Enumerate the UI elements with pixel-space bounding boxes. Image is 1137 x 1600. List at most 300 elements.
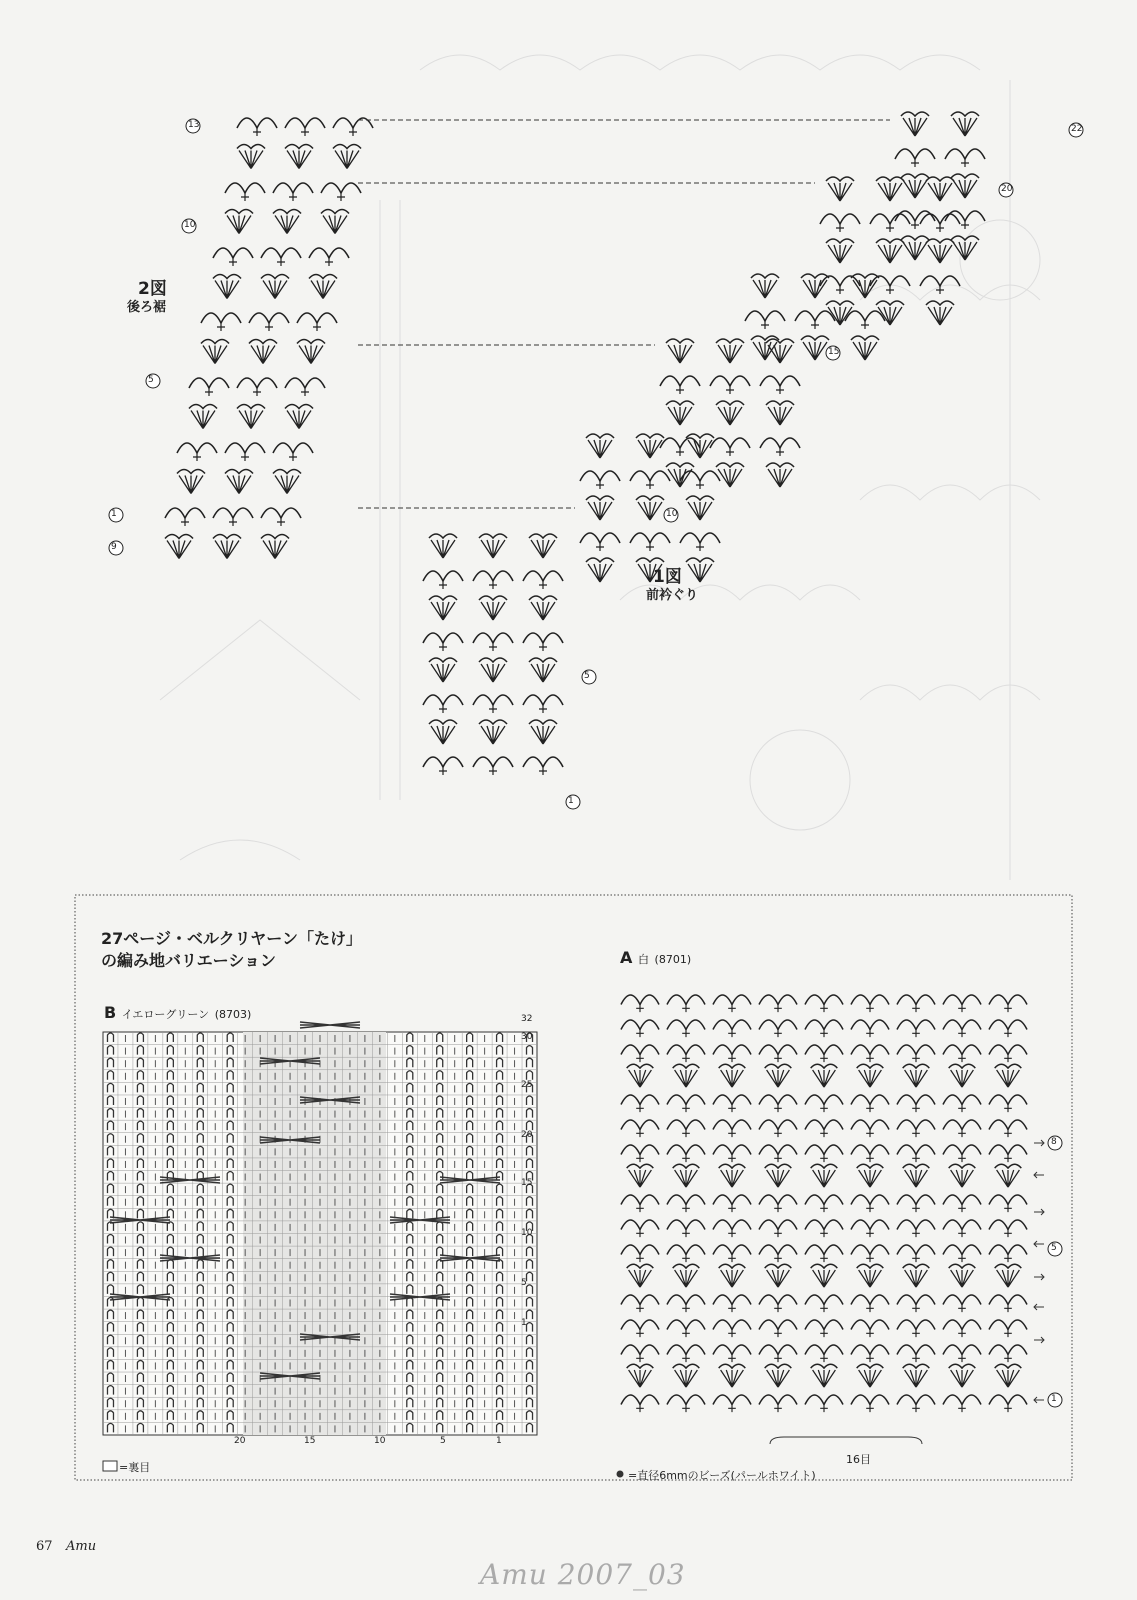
chart-a-width-label: 16目: [846, 1453, 871, 1466]
chart-a-stitch: [943, 1095, 981, 1112]
chart-a-stitch: [667, 1245, 705, 1262]
chart-a-stitch: [995, 1164, 1022, 1187]
chart-a-stitch: [943, 995, 981, 1012]
chart-a-stitch: [765, 1164, 792, 1187]
chart-a-stitch: [851, 1120, 889, 1137]
figure2-row-marker-label: 1: [111, 509, 117, 519]
chart-a-stitch: [851, 1245, 889, 1262]
chart-a-stitch: [857, 1364, 884, 1387]
chart-a-stitch: [719, 1264, 746, 1287]
figure2-stitch: [285, 145, 313, 169]
chart-a-stitch: [857, 1064, 884, 1087]
chart-a-stitch: [857, 1264, 884, 1287]
figure1-stitch: [951, 236, 979, 260]
figure1-stitch: [479, 658, 507, 682]
chart-a-stitch: [851, 1095, 889, 1112]
figure1-stitch: [820, 276, 860, 294]
figure1-stitch: [479, 596, 507, 620]
figure1-stitch: [666, 339, 694, 363]
figure2-subtitle: 後ろ裾: [127, 300, 167, 315]
figure1-stitch: [710, 376, 750, 394]
chart-a-stitch: [805, 1345, 843, 1362]
chart-b-col-number: 1: [496, 1436, 502, 1446]
chart-a-stitch: [943, 1245, 981, 1262]
chart-a-stitch: [995, 1064, 1022, 1087]
figure1-stitch: [523, 633, 563, 651]
figure1-stitch: [680, 533, 720, 551]
chart-a-stitch: [713, 995, 751, 1012]
chart-a-stitch: [989, 1120, 1027, 1137]
chart-a-stitch: [713, 1345, 751, 1362]
chart-b-row-number: 20: [521, 1130, 533, 1140]
figure2-stitch: [273, 183, 313, 201]
chart-a-stitch: [897, 1095, 935, 1112]
chart-a-row-marker-label: 5: [1051, 1243, 1057, 1253]
chart-a-stitch: [989, 995, 1027, 1012]
chart-a-stitch: [667, 995, 705, 1012]
figure1-stitch: [523, 695, 563, 713]
figure2-stitch: [237, 405, 265, 429]
chart-a-stitch: [713, 1020, 751, 1037]
chart-a-stitch: [851, 1195, 889, 1212]
figure2-stitch: [261, 275, 289, 299]
figure1-stitch: [901, 174, 929, 198]
chart-a-stitch: [713, 1045, 751, 1062]
chart-a-stitch: [759, 1045, 797, 1062]
figure2-stitch: [249, 313, 289, 331]
chart-a-stitch: [667, 1095, 705, 1112]
page-number: 67: [36, 1539, 53, 1554]
figure1-stitch: [473, 695, 513, 713]
figure1-stitch: [473, 633, 513, 651]
chart-a-arrows: [1034, 1136, 1062, 1407]
watermark: Amu 2007_03: [480, 1558, 686, 1591]
chart-a-stitch: [759, 1395, 797, 1412]
chart-a-stitch: [673, 1264, 700, 1287]
chart-a-stitch: [897, 1195, 935, 1212]
chart-a-stitch: [989, 1195, 1027, 1212]
chart-a-stitch: [897, 1245, 935, 1262]
figure2-stitch: [189, 405, 217, 429]
chart-a-stitch: [805, 1195, 843, 1212]
chart-a-stitch: [949, 1264, 976, 1287]
chart-a-stitch: [943, 1220, 981, 1237]
figure2-stitch: [237, 118, 277, 136]
figure1-stitch: [876, 239, 904, 263]
figure1-stitch: [429, 720, 457, 744]
figure1-stitch: [423, 633, 463, 651]
figure1-stitch: [686, 496, 714, 520]
chart-a-stitch: [989, 1295, 1027, 1312]
figure1-stitch: [636, 434, 664, 458]
figure2-stitch: [297, 340, 325, 364]
chart-a-stitch: [897, 1395, 935, 1412]
figure1-stitch: [870, 214, 910, 232]
chart-a-stitch: [621, 1195, 659, 1212]
variation-heading: [101, 928, 362, 972]
chart-a-stitch: [857, 1164, 884, 1187]
chart-a-stitch: [943, 1395, 981, 1412]
figure1-stitch: [745, 311, 785, 329]
chart-a-stitch: [805, 1145, 843, 1162]
chart-b-col-number: 5: [440, 1436, 446, 1446]
chart-a-color-code: (8701): [654, 953, 692, 966]
figure2-stitch: [321, 210, 349, 234]
figure2-stitch: [273, 470, 301, 494]
chart-a-row-marker-label: 1: [1051, 1394, 1057, 1404]
figure2-chart: [165, 118, 890, 559]
chart-b-cable-cross: [300, 1022, 360, 1028]
figure2-stitch: [213, 275, 241, 299]
chart-b-color-name: イエローグリーン: [121, 1008, 210, 1021]
figure2-title: 2図: [138, 279, 167, 299]
chart-a-stitch: [759, 1145, 797, 1162]
chart-a-stitch: [805, 1220, 843, 1237]
figure2-stitch: [285, 405, 313, 429]
chart-a-stitch: [673, 1164, 700, 1187]
chart-b-row-number: 1: [521, 1318, 527, 1328]
purl-legend-text: =裏目: [119, 1461, 151, 1474]
chart-a-stitch: [759, 1345, 797, 1362]
figure1-stitch: [429, 658, 457, 682]
chart-a-stitch: [811, 1064, 838, 1087]
chart-a-stitch: [903, 1264, 930, 1287]
figure2-row-marker-label: 13: [188, 120, 200, 130]
chart-a-stitch: [805, 1045, 843, 1062]
chart-a-stitch: [627, 1364, 654, 1387]
figure2-stitch: [237, 145, 265, 169]
figure1-stitch: [529, 720, 557, 744]
chart-a-stitch: [897, 1045, 935, 1062]
chart-a-stitch: [943, 1020, 981, 1037]
chart-a-stitch: [621, 1345, 659, 1362]
figure1-stitch: [760, 438, 800, 456]
figure1-stitch: [666, 401, 694, 425]
figure2-stitch: [261, 248, 301, 266]
chart-a-stitch: [719, 1364, 746, 1387]
chart-b-row-number: 32: [521, 1014, 533, 1024]
chart-a-stitch: [621, 1395, 659, 1412]
chart-a-stitch: [851, 1220, 889, 1237]
figure1-stitch: [529, 534, 557, 558]
chart-a-stitch: [851, 1045, 889, 1062]
chart-a-stitch: [621, 1220, 659, 1237]
figure1-stitch: [660, 376, 700, 394]
figure1-stitch: [766, 463, 794, 487]
bead-note: =直径6mmのビーズ(パールホワイト): [628, 1469, 816, 1482]
chart-a-stitch: [943, 1120, 981, 1137]
variation-heading-line2: の編み地バリエーション: [101, 951, 277, 970]
chart-a-stitch: [719, 1064, 746, 1087]
figure1-row-marker-label: 15: [828, 347, 840, 357]
figure1-stitch: [951, 112, 979, 136]
chart-a-stitch: [667, 1220, 705, 1237]
chart-a-stitch: [811, 1264, 838, 1287]
chart-a-letter: A: [620, 948, 633, 967]
figure2-stitch: [225, 183, 265, 201]
figure2-stitch: [213, 508, 253, 526]
chart-a-stitch: [667, 1295, 705, 1312]
bead-symbol: [617, 1471, 624, 1478]
chart-a-stitch: [805, 1020, 843, 1037]
chart-a-stitch: [943, 1195, 981, 1212]
chart-a-stitch: [759, 1095, 797, 1112]
chart-a-stitch: [989, 1220, 1027, 1237]
figure2-stitch: [225, 443, 265, 461]
chart-a-row-direction-arrow: [1034, 1274, 1044, 1280]
chart-a-stitch: [673, 1064, 700, 1087]
figure2-stitch: [273, 443, 313, 461]
figure1-stitch: [429, 596, 457, 620]
figure1-stitch: [529, 596, 557, 620]
chart-b-row-number: 25: [521, 1080, 533, 1090]
chart-a-stitch: [995, 1264, 1022, 1287]
bleed-through-background: [160, 55, 1040, 880]
purl-legend-box: [103, 1461, 117, 1471]
figure2-stitch: [273, 210, 301, 234]
figure1-stitch: [523, 571, 563, 589]
chart-a-stitch: [713, 1320, 751, 1337]
chart-b-row-number: 5: [521, 1278, 527, 1288]
figure2-row-marker-label: 9: [111, 542, 117, 552]
chart-a-stitch: [759, 1220, 797, 1237]
chart-a-row-direction-arrow: [1034, 1140, 1044, 1146]
chart-a-stitch: [765, 1064, 792, 1087]
figure1-stitch: [423, 695, 463, 713]
figure1-stitch: [876, 177, 904, 201]
chart-a-stitch: [673, 1364, 700, 1387]
figure2-stitch: [333, 118, 373, 136]
chart-a-stitch: [943, 1145, 981, 1162]
figure1-stitch: [851, 336, 879, 360]
chart-a-row-direction-arrow: [1034, 1172, 1044, 1178]
figure2-stitch: [213, 535, 241, 559]
chart-a-stitch: [713, 1095, 751, 1112]
chart-a-stitch: [713, 1295, 751, 1312]
chart-a-stitch: [989, 1145, 1027, 1162]
chart-a-stitch: [667, 1045, 705, 1062]
figure1-stitch: [795, 311, 835, 329]
chart-a-stitch: [759, 1245, 797, 1262]
figure2-stitch: [213, 248, 253, 266]
chart-a-stitch: [943, 1320, 981, 1337]
chart-a-stitch: [621, 995, 659, 1012]
row-markers: [109, 119, 1083, 809]
chart-a-stitch: [621, 1120, 659, 1137]
chart-a-stitch: [621, 1145, 659, 1162]
chart-b-label: [104, 1003, 251, 1022]
chart-a-stitch: [759, 1320, 797, 1337]
chart-a-stitch: [989, 1045, 1027, 1062]
figure1-stitch: [951, 174, 979, 198]
chart-a-stitch: [851, 1020, 889, 1037]
figure1-stitch: [586, 434, 614, 458]
figure1-stitch: [710, 438, 750, 456]
figure2-stitch: [321, 183, 361, 201]
chart-b-col-number: 10: [374, 1436, 386, 1446]
figure1-stitch: [845, 311, 885, 329]
chart-b-color-code: (8703): [214, 1008, 252, 1021]
chart-b-letter: B: [104, 1003, 117, 1022]
chart-a-stitch: [627, 1064, 654, 1087]
figure1-stitch: [945, 149, 985, 167]
figure1-title: 1図: [653, 567, 682, 587]
figure2-stitch: [201, 340, 229, 364]
chart-a-stitch: [759, 1020, 797, 1037]
figure2-stitch: [285, 118, 325, 136]
figure1-stitch: [473, 571, 513, 589]
chart-a-stitch: [851, 1345, 889, 1362]
figure1-stitch: [801, 336, 829, 360]
chart-a-stitch: [989, 1020, 1027, 1037]
chart-a-stitch: [989, 1095, 1027, 1112]
figure1-stitch: [473, 757, 513, 775]
figure1-row-marker-label: 1: [568, 796, 574, 806]
chart-a-row-direction-arrow: [1034, 1304, 1044, 1310]
chart-a-stitch: [621, 1245, 659, 1262]
figure2-stitch: [297, 313, 337, 331]
chart-a-stitch: [759, 1295, 797, 1312]
figure2-stitch: [249, 340, 277, 364]
figure1-row-marker-label: 10: [666, 509, 678, 519]
chart-a-stitch: [805, 995, 843, 1012]
chart-a-stitch: [765, 1264, 792, 1287]
variation-heading-line1: 27ページ・ベルクリヤーン「たけ」: [101, 929, 362, 948]
figure2-stitch: [225, 210, 253, 234]
chart-a-stitch: [805, 1320, 843, 1337]
figure1-chart: [423, 112, 985, 775]
figure1-stitch: [926, 301, 954, 325]
chart-a-stitch: [621, 1095, 659, 1112]
chart-a-stitch: [805, 1395, 843, 1412]
figure1-stitch: [479, 720, 507, 744]
chart-a-stitch: [949, 1164, 976, 1187]
figure1-stitch: [926, 239, 954, 263]
figure2-stitch: [225, 470, 253, 494]
chart-a-stitch: [627, 1164, 654, 1187]
figure1-stitch: [926, 177, 954, 201]
chart-a-stitch: [897, 1220, 935, 1237]
chart-a-stitch: [851, 1320, 889, 1337]
width-bracket: [770, 1437, 922, 1444]
chart-b-col-number: 20: [234, 1436, 246, 1446]
figure1-stitch: [680, 471, 720, 489]
figure1-stitch: [901, 236, 929, 260]
chart-a-stitch: [667, 1145, 705, 1162]
figure1-stitch: [429, 534, 457, 558]
figure1-stitch: [895, 149, 935, 167]
figure2-stitch: [189, 378, 229, 396]
chart-b-row-number: 15: [521, 1178, 533, 1188]
chart-a-stitch: [759, 1195, 797, 1212]
chart-a-stitch: [851, 1295, 889, 1312]
figure1-stitch: [766, 401, 794, 425]
chart-a-stitch: [949, 1064, 976, 1087]
chart-a-stitch: [943, 1295, 981, 1312]
chart-a-stitch: [713, 1220, 751, 1237]
figure2-stitch: [333, 145, 361, 169]
chart-a-stitch: [989, 1245, 1027, 1262]
figure1-stitch: [586, 496, 614, 520]
chart-a-stitch: [667, 1395, 705, 1412]
figure2-row-marker-label: 10: [184, 220, 196, 230]
figure1-stitch: [580, 471, 620, 489]
figure1-stitch: [523, 757, 563, 775]
chart-a-stitch: [949, 1364, 976, 1387]
chart-a-stitch: [851, 1145, 889, 1162]
figure2-stitch: [177, 443, 217, 461]
figure2-stitch: [177, 470, 205, 494]
chart-a-stitch: [989, 1395, 1027, 1412]
figure1-stitch: [529, 658, 557, 682]
figure1-stitch: [826, 177, 854, 201]
chart-a-stitch: [897, 1020, 935, 1037]
chart-a-stitch: [713, 1395, 751, 1412]
figure2-stitch: [285, 378, 325, 396]
figure1-stitch: [870, 276, 910, 294]
figure1-stitch: [479, 534, 507, 558]
chart-a-stitch: [897, 1345, 935, 1362]
figure1-stitch: [820, 214, 860, 232]
chart-a-stitches: [621, 995, 1027, 1412]
chart-a-stitch: [851, 995, 889, 1012]
chart-a-row-marker-label: 8: [1051, 1137, 1057, 1147]
figure1-subtitle: 前衿ぐり: [646, 588, 699, 603]
chart-a-stitch: [903, 1164, 930, 1187]
figure1-stitch: [901, 112, 929, 136]
chart-a-stitch: [621, 1020, 659, 1037]
chart-a-stitch: [759, 995, 797, 1012]
chart-a-stitch: [989, 1345, 1027, 1362]
figure1-row-marker-label: 20: [1001, 184, 1013, 194]
figure1-stitch: [586, 558, 614, 582]
chart-a-stitch: [943, 1345, 981, 1362]
chart-a-stitch: [667, 1320, 705, 1337]
chart-a-label: [620, 948, 691, 967]
chart-a-stitch: [667, 1020, 705, 1037]
chart-a-stitch: [805, 1095, 843, 1112]
chart-a-stitch: [627, 1264, 654, 1287]
figure2-stitch: [261, 508, 301, 526]
chart-a-color-name: 白: [637, 953, 649, 966]
chart-b-row-number: 10: [521, 1228, 533, 1238]
figure2-stitch: [237, 378, 277, 396]
figure1-stitch: [716, 401, 744, 425]
chart-a-stitch: [943, 1045, 981, 1062]
chart-a-stitch: [903, 1364, 930, 1387]
chart-a-stitch: [621, 1045, 659, 1062]
figure1-stitch: [666, 463, 694, 487]
figure1-stitch: [423, 757, 463, 775]
figure1-row-marker-label: 5: [584, 671, 590, 681]
figure2-stitch: [201, 313, 241, 331]
chart-a-stitch: [667, 1345, 705, 1362]
figure2-stitch: [309, 275, 337, 299]
figure1-row-marker-label: 22: [1071, 124, 1083, 134]
figure2-stitch: [165, 535, 193, 559]
chart-a-stitch: [995, 1364, 1022, 1387]
chart-a-stitch: [621, 1320, 659, 1337]
chart-a-row-direction-arrow: [1034, 1209, 1044, 1215]
figure1-stitch: [630, 533, 670, 551]
figure1-stitch: [636, 496, 664, 520]
chart-a-stitch: [897, 995, 935, 1012]
chart-a-row-direction-arrow: [1034, 1337, 1044, 1343]
chart-a-stitch: [811, 1164, 838, 1187]
figure1-stitch: [760, 376, 800, 394]
magazine-name: Amu: [66, 1539, 97, 1554]
chart-a-stitch: [765, 1364, 792, 1387]
